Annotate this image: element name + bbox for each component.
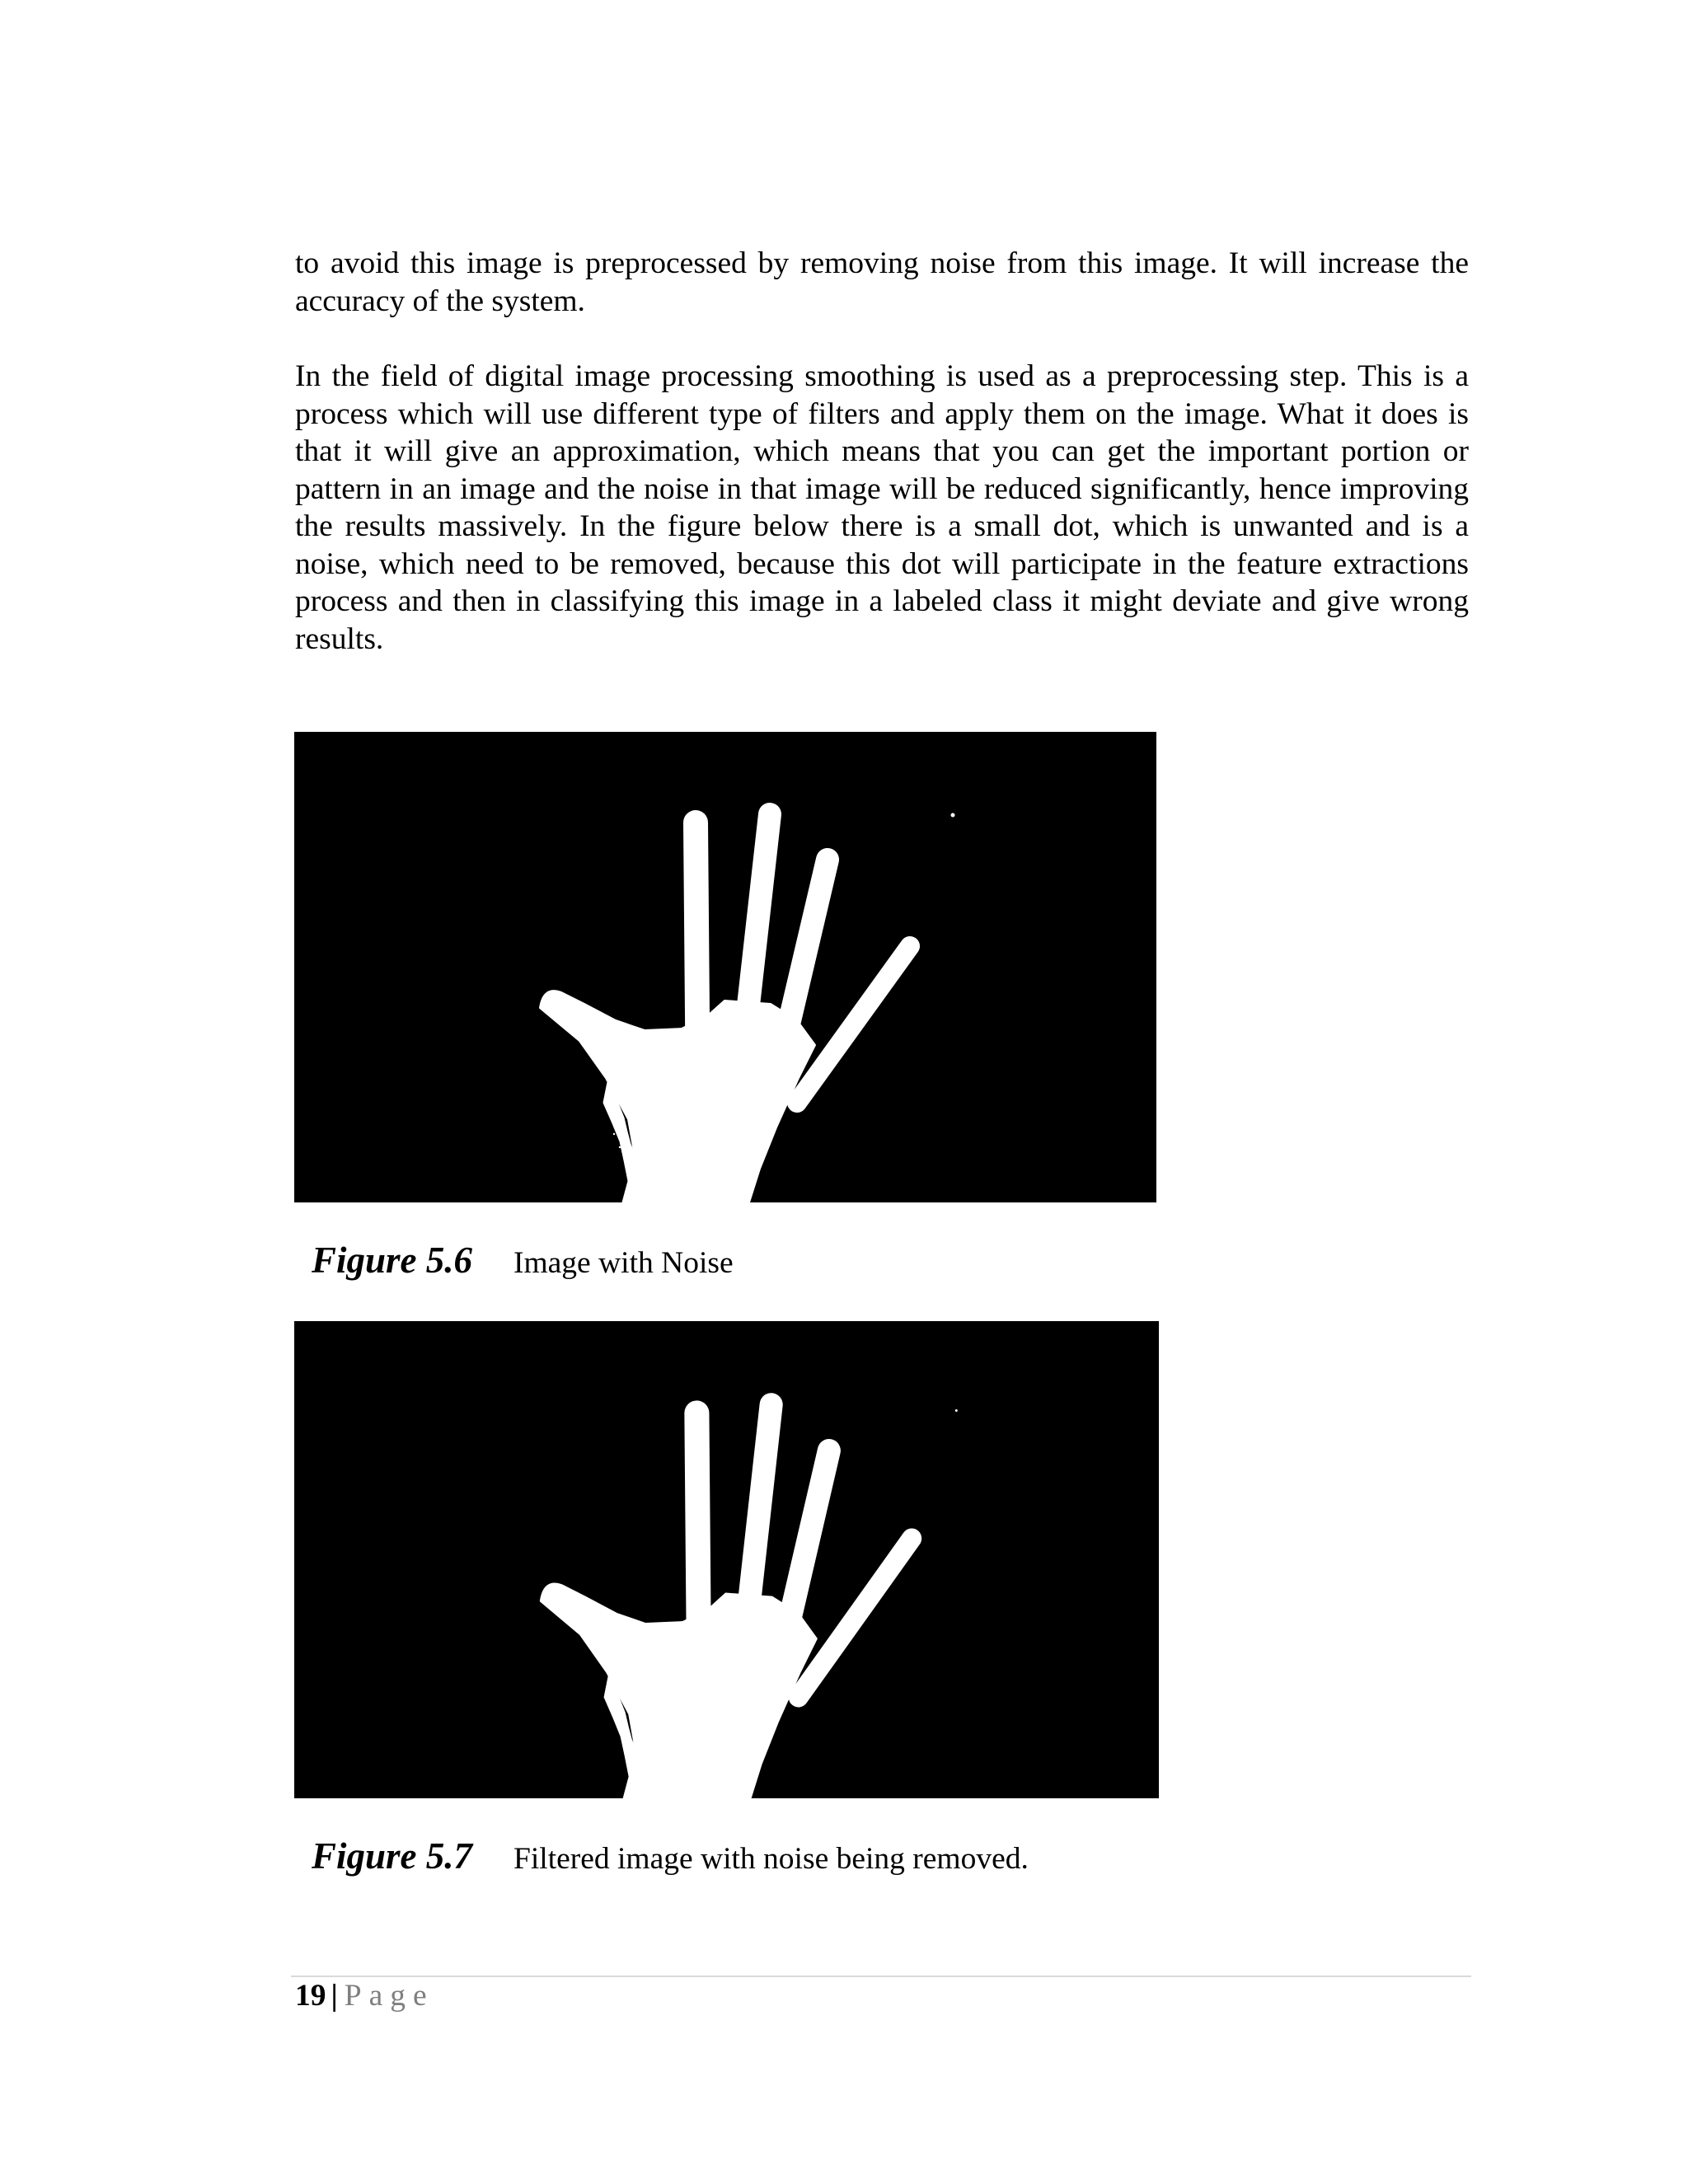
body-paragraph-2: In the field of digital image processing smoothing is used as a preprocessing step. This is a process which will use different type of filters and apply them on the image. What it does is that it will give an approximation, which means that you can get the important portion or pattern in an image and the noise in that image will be reduced significantly, hence improving the results massively. In the figure below there is a small dot, which is unwanted and is a noise, which need to be removed, because this dot will participate in the feature extractions process and then in classifying this image in a labeled class it might deviate and give wrong results. [295, 359, 1469, 656]
page-footer [295, 1978, 434, 2013]
figure-caption-text: Filtered image with noise being removed. [513, 1842, 1029, 1876]
page-word: Page [344, 1979, 434, 2013]
page-number: 19 [295, 1979, 326, 2013]
body-paragraph-1: to avoid this image is preprocessed by removing noise from this image. It will increase the accuracy of the system. [295, 246, 1469, 318]
figure-caption-5-6 [312, 1239, 734, 1282]
figure-caption-text: Image with Noise [513, 1246, 734, 1280]
figure-image-filtered-hand [294, 1321, 1159, 1798]
figure-caption-5-7 [312, 1835, 1029, 1877]
hand-silhouette-filtered [294, 1321, 1159, 1798]
footer-separator: | [331, 1979, 338, 2013]
figure-image-noisy-hand [294, 732, 1156, 1202]
figure-label: Figure 5.7 [312, 1835, 473, 1877]
figure-label: Figure 5.6 [312, 1240, 473, 1281]
hand-silhouette-noisy [294, 732, 1156, 1202]
footer-divider [291, 1975, 1471, 1977]
